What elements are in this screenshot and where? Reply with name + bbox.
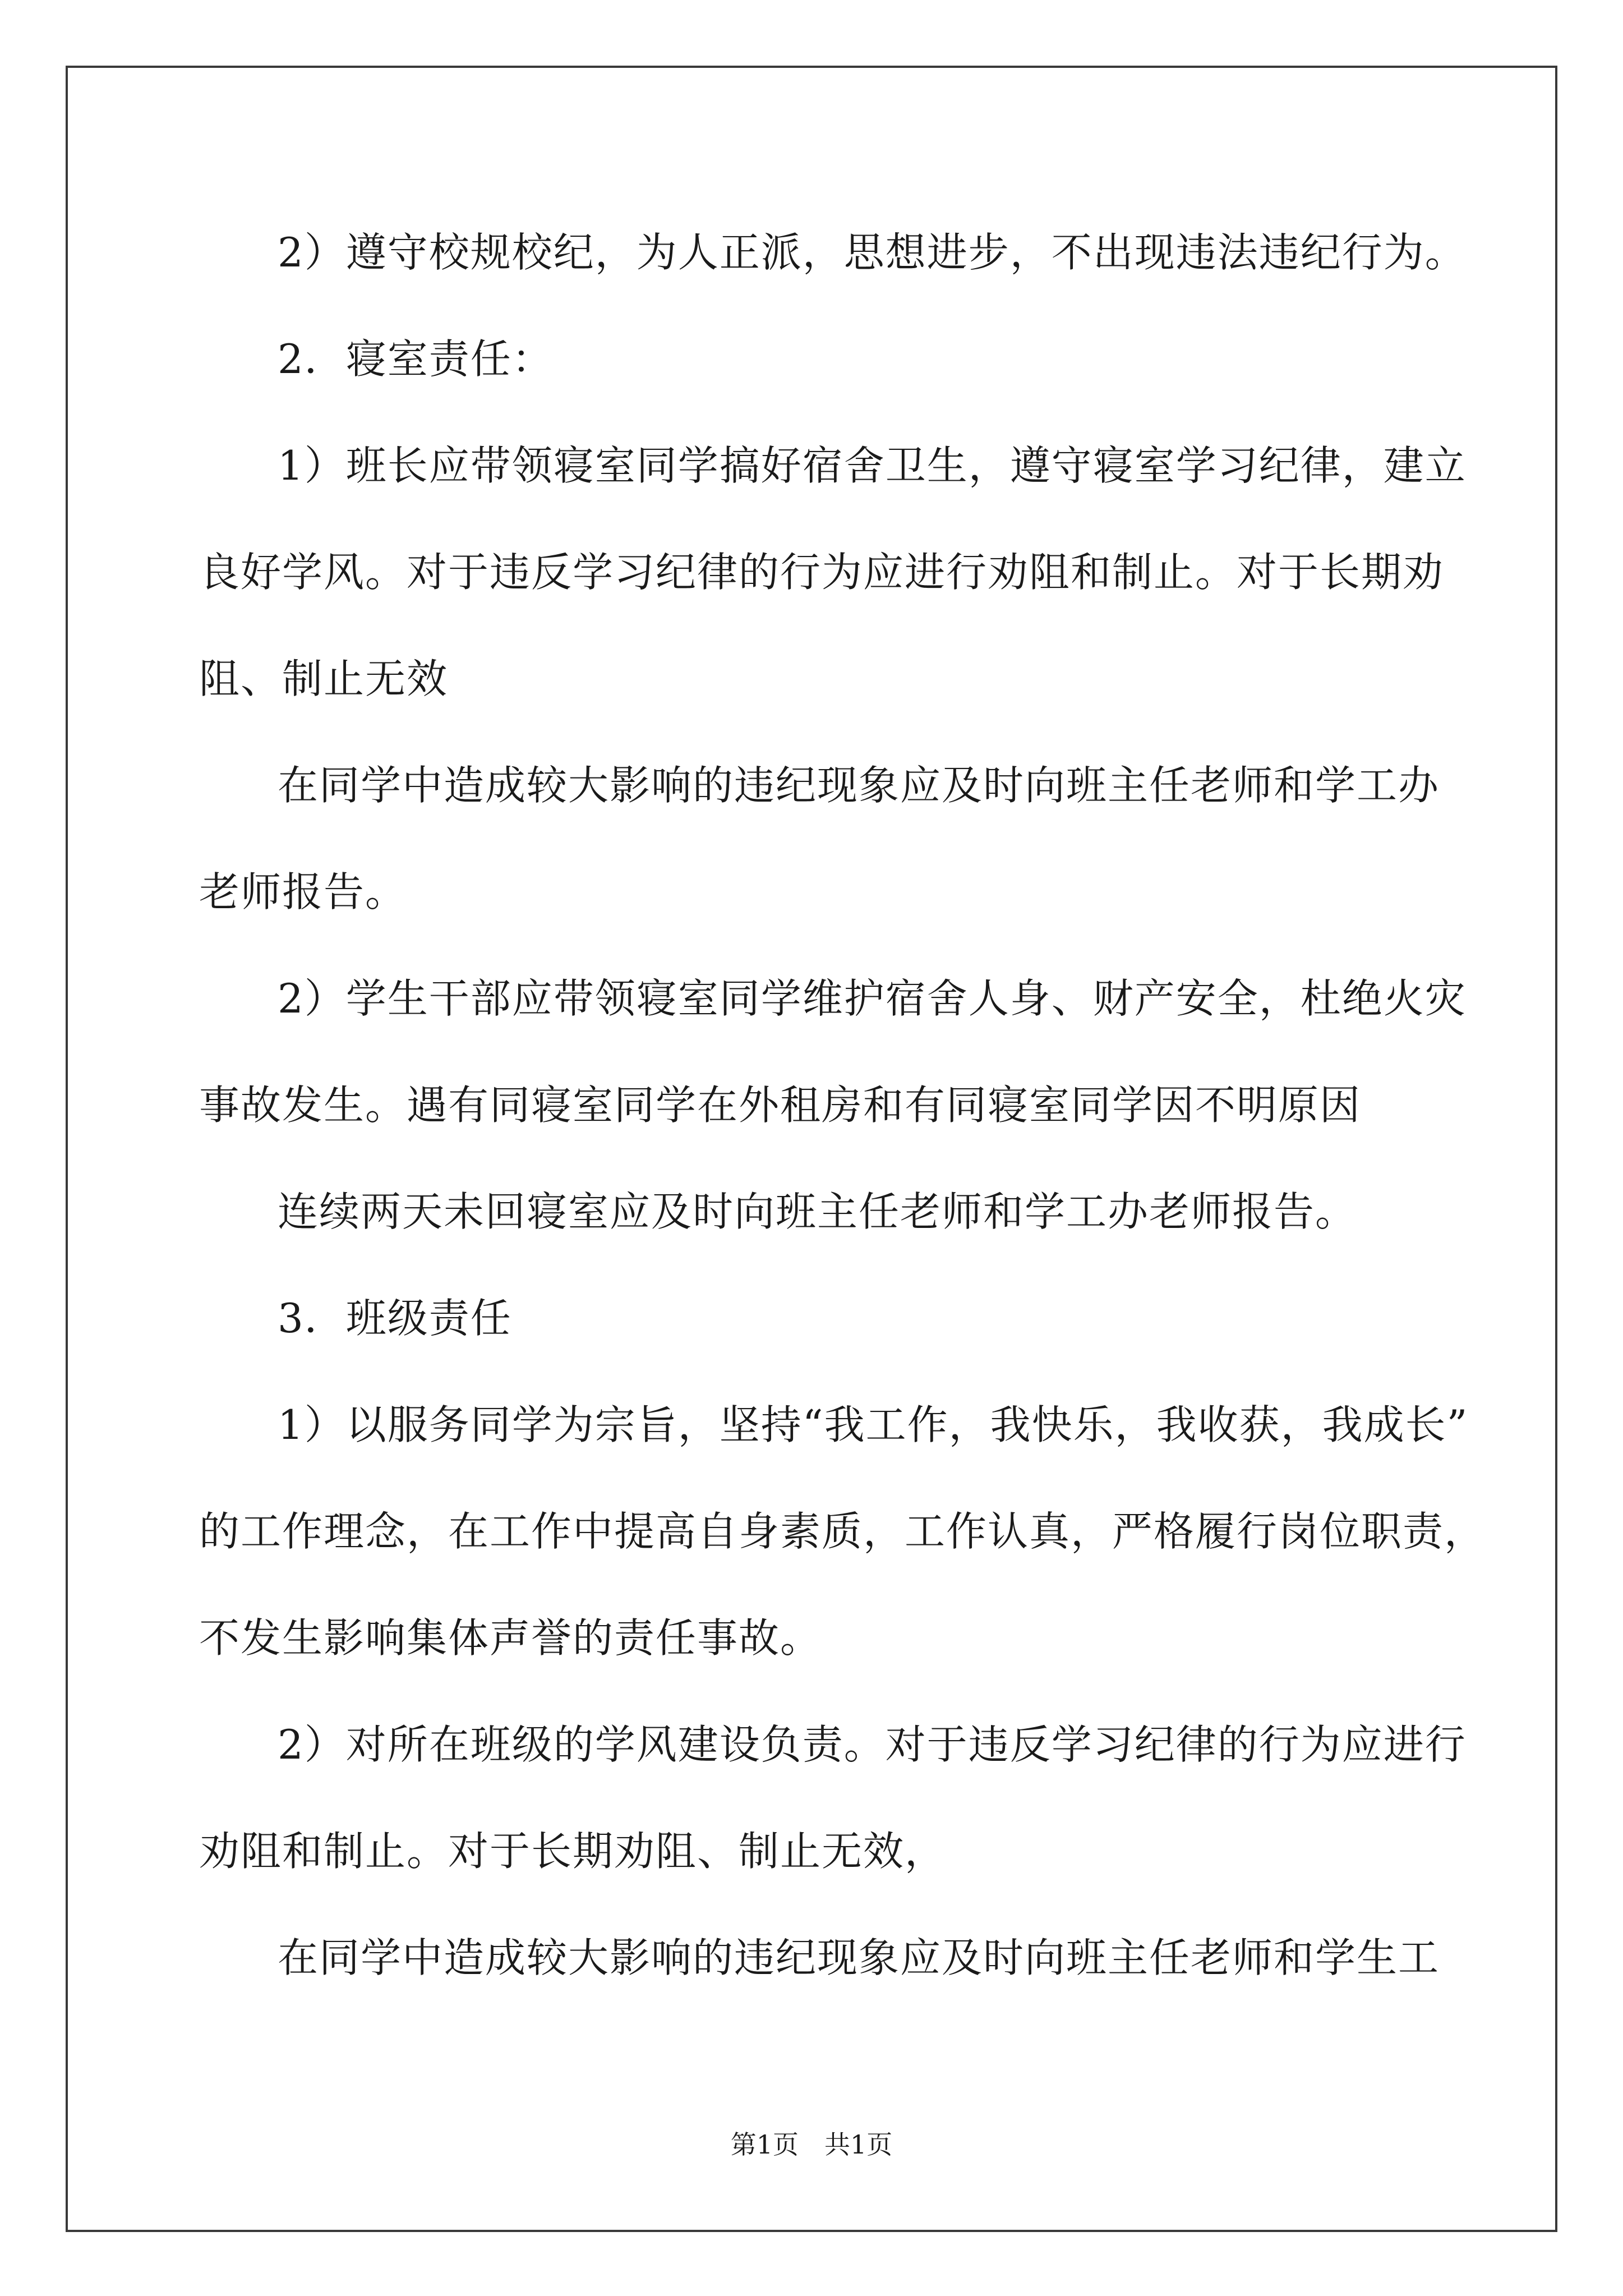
text-line: 2）对所在班级的学风建设负责。对于违反学习纪律的行为应进行	[278, 1721, 1467, 1768]
text-line: 阻、制止无效	[199, 655, 449, 702]
text-line: 的工作理念，在工作中提高自身素质，工作认真，严格履行岗位职责，	[199, 1508, 1486, 1555]
text-line: 1）以服务同学为宗旨，坚持“我工作，我快乐，我收获，我成长”	[278, 1401, 1469, 1448]
text-line: 2）学生干部应带领寝室同学维护宿舍人身、财产安全，杜绝火灾	[278, 975, 1467, 1022]
text-line: 在同学中造成较大影响的违纪现象应及时向班主任老师和学生工	[278, 1934, 1440, 1981]
text-line: 连续两天未回寝室应及时向班主任老师和学工办老师报告。	[278, 1188, 1357, 1235]
section-heading: 3．班级责任	[278, 1295, 512, 1342]
text-line: 2）遵守校规校纪，为人正派，思想进步，不出现违法违纪行为。	[278, 229, 1467, 276]
text-line: 老师报告。	[199, 868, 407, 915]
text-line: 不发生影响集体声誉的责任事故。	[199, 1614, 822, 1662]
text-line: 1）班长应带领寝室同学搞好宿舍卫生，遵守寝室学习纪律，建立	[278, 442, 1467, 489]
text-line: 在同学中造成较大影响的违纪现象应及时向班主任老师和学工办	[278, 762, 1440, 809]
text-line: 劝阻和制止。对于长期劝阻、制止无效，	[199, 1828, 947, 1875]
text-line: 事故发生。遇有同寝室同学在外租房和有同寝室同学因不明原因	[199, 1082, 1362, 1129]
page-border	[66, 66, 1557, 2232]
section-heading: 2．寝室责任：	[278, 335, 554, 383]
page-number-footer: 第1页 共1页	[730, 2129, 893, 2160]
text-line: 良好学风。对于违反学习纪律的行为应进行劝阻和制止。对于长期劝	[199, 549, 1445, 596]
